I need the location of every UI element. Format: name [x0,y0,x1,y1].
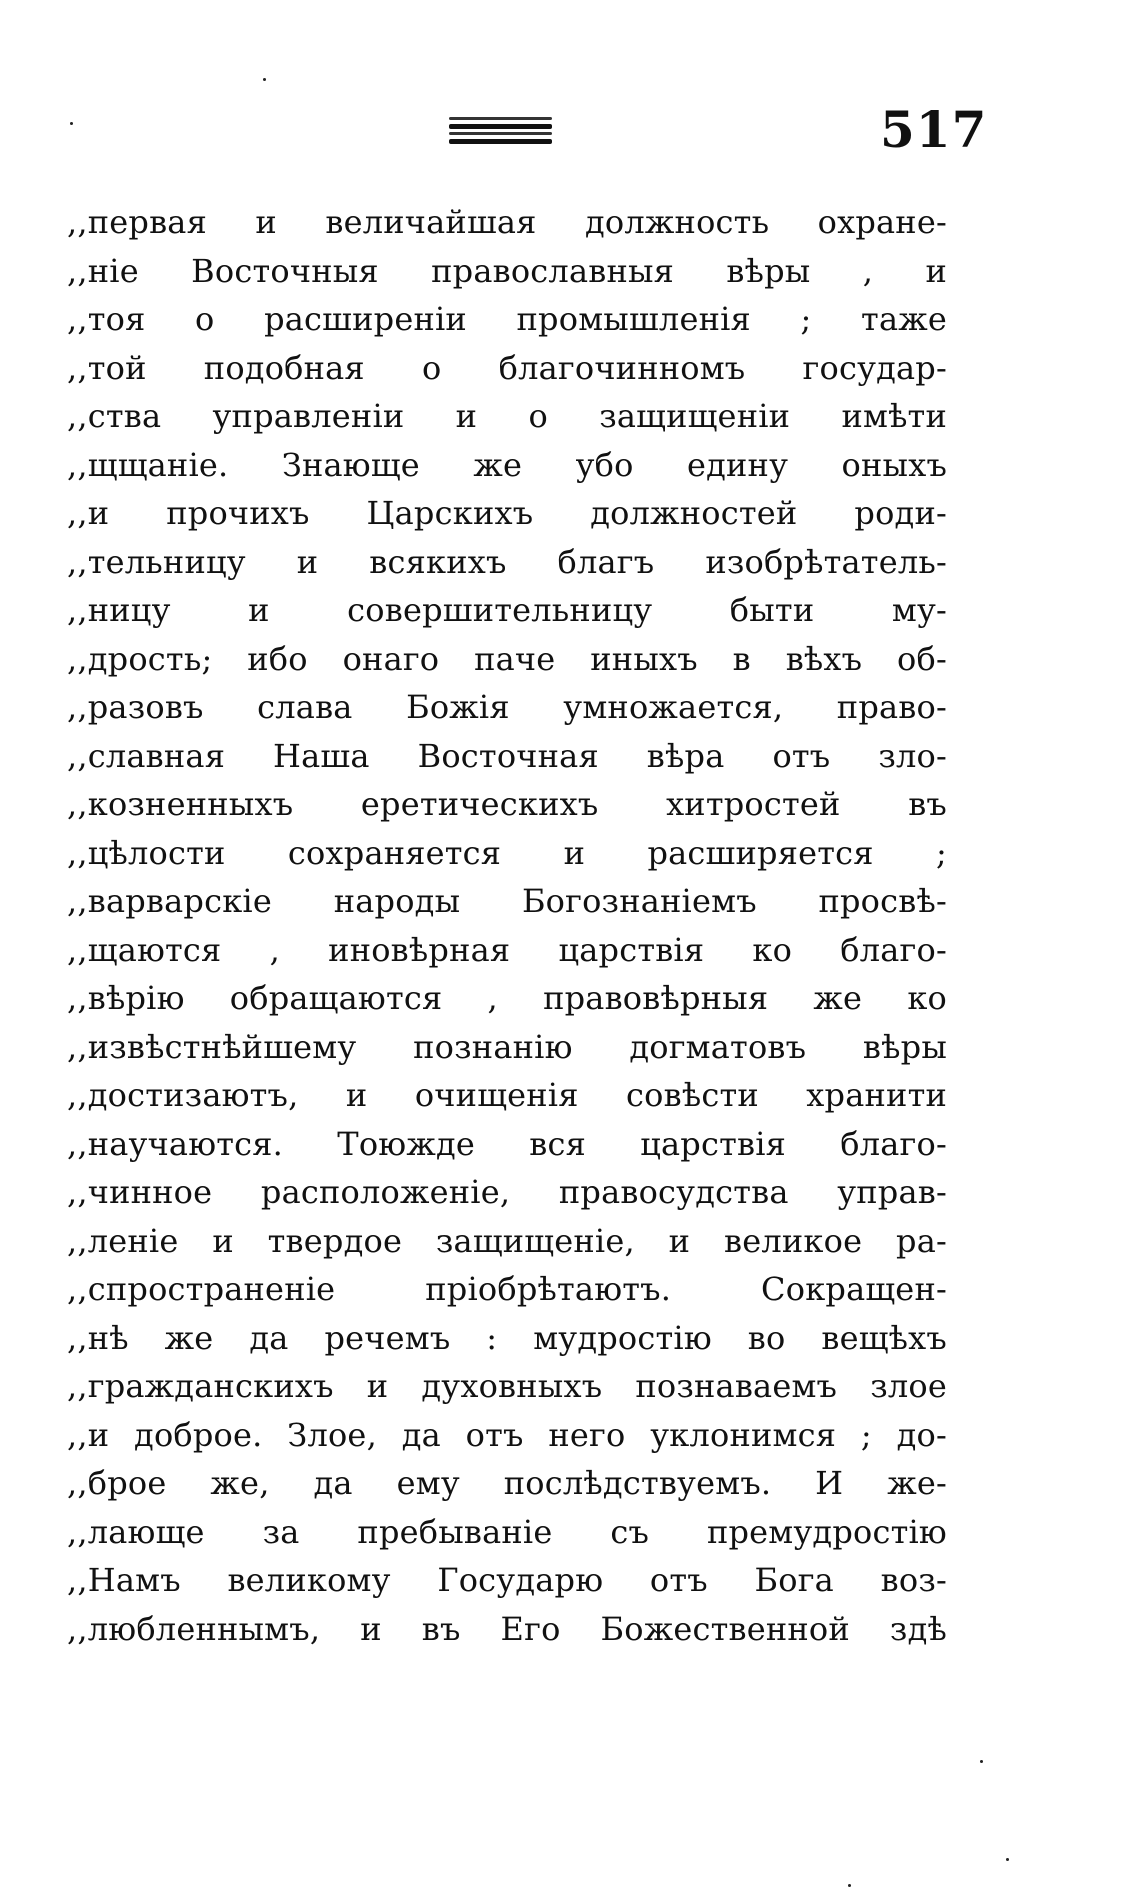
text-line: ,,и прочихъ Царскихъ должностей роди- [67,494,947,532]
page-number: 517 [880,100,988,159]
text-line: ,,первая и величайшая должность охране- [67,203,947,241]
scan-speck [848,1884,851,1887]
text-line: ,,вѣрію обращаются , правовѣрныя же ко [67,979,947,1017]
text-line: ,,ницу и совершительницу быти му- [67,591,947,629]
body-text [67,198,947,1653]
text-line: ,,чинное расположеніе, правосудства управ- [67,1173,947,1211]
text-line: ,,щщаніе. Знающе же убо едину оныхъ [67,445,947,484]
header-ornament [449,117,552,144]
scan-speck [1006,1858,1009,1861]
text-line: ,,извѣстнѣйшему познанію догматовъ вѣры [67,1027,947,1066]
text-line: ,,леніе и твердое защищеніе, и великое ра- [67,1221,947,1260]
text-line: ,,козненныхъ еретическихъ хитростей въ [67,785,947,823]
text-line: ,,любленнымъ, и въ Его Божественной здѣ [67,1609,947,1648]
ornament-rule [449,132,552,135]
text-line: ,,спространеніе пріобрѣтаютъ. Сокращен- [67,1270,947,1308]
text-line: ,,тельницу и всякихъ благъ изобрѣтатель- [67,542,947,581]
text-line: ,,лающе за пребываніе съ премудростію [67,1512,947,1551]
text-line: ,,той подобная о благочинномъ государ- [67,348,947,387]
ornament-rule [449,117,552,120]
text-line: ,,и доброе. Злое, да отъ него уклонимся ; до- [67,1415,947,1454]
text-line: ,,тоя о расширеніи промышленія ; таже [67,300,947,338]
text-line: ,,разовъ слава Божія умножается, право- [67,688,947,726]
text-line: ,,нѣ же да речемъ : мудростію во вещѣхъ [67,1318,947,1357]
text-line: ,,научаются. Тоюжде вся царствія благо- [67,1124,947,1163]
scan-speck [70,122,73,125]
ornament-rule [449,139,552,144]
text-line: ,,ства управленіи и о защищеніи имѣти [67,397,947,435]
scan-speck [980,1760,983,1763]
text-line: ,,Намъ великому Государю отъ Бога воз- [67,1561,947,1599]
text-line: ,,щаются , иновѣрная царствія ко благо- [67,930,947,969]
scan-speck [263,78,266,81]
ornament-rule [449,124,552,129]
text-line: ,,ніе Восточныя православныя вѣры , и [67,251,947,290]
text-line: ,,варварскіе народы Богознаніемъ просвѣ- [67,882,947,920]
text-line: ,,славная Наша Восточная вѣра отъ зло- [67,736,947,775]
text-line: ,,гражданскихъ и духовныхъ познаваемъ злое [67,1367,947,1405]
text-line: ,,дрость; ибо онаго паче иныхъ в вѣхъ об- [67,639,947,678]
text-line: ,,цѣлости сохраняется и расширяется ; [67,833,947,872]
text-line: ,,брое же, да ему послѣдствуемъ. И же- [67,1464,947,1502]
text-line: ,,достизаютъ, и очищенія совѣсти хранити [67,1076,947,1114]
